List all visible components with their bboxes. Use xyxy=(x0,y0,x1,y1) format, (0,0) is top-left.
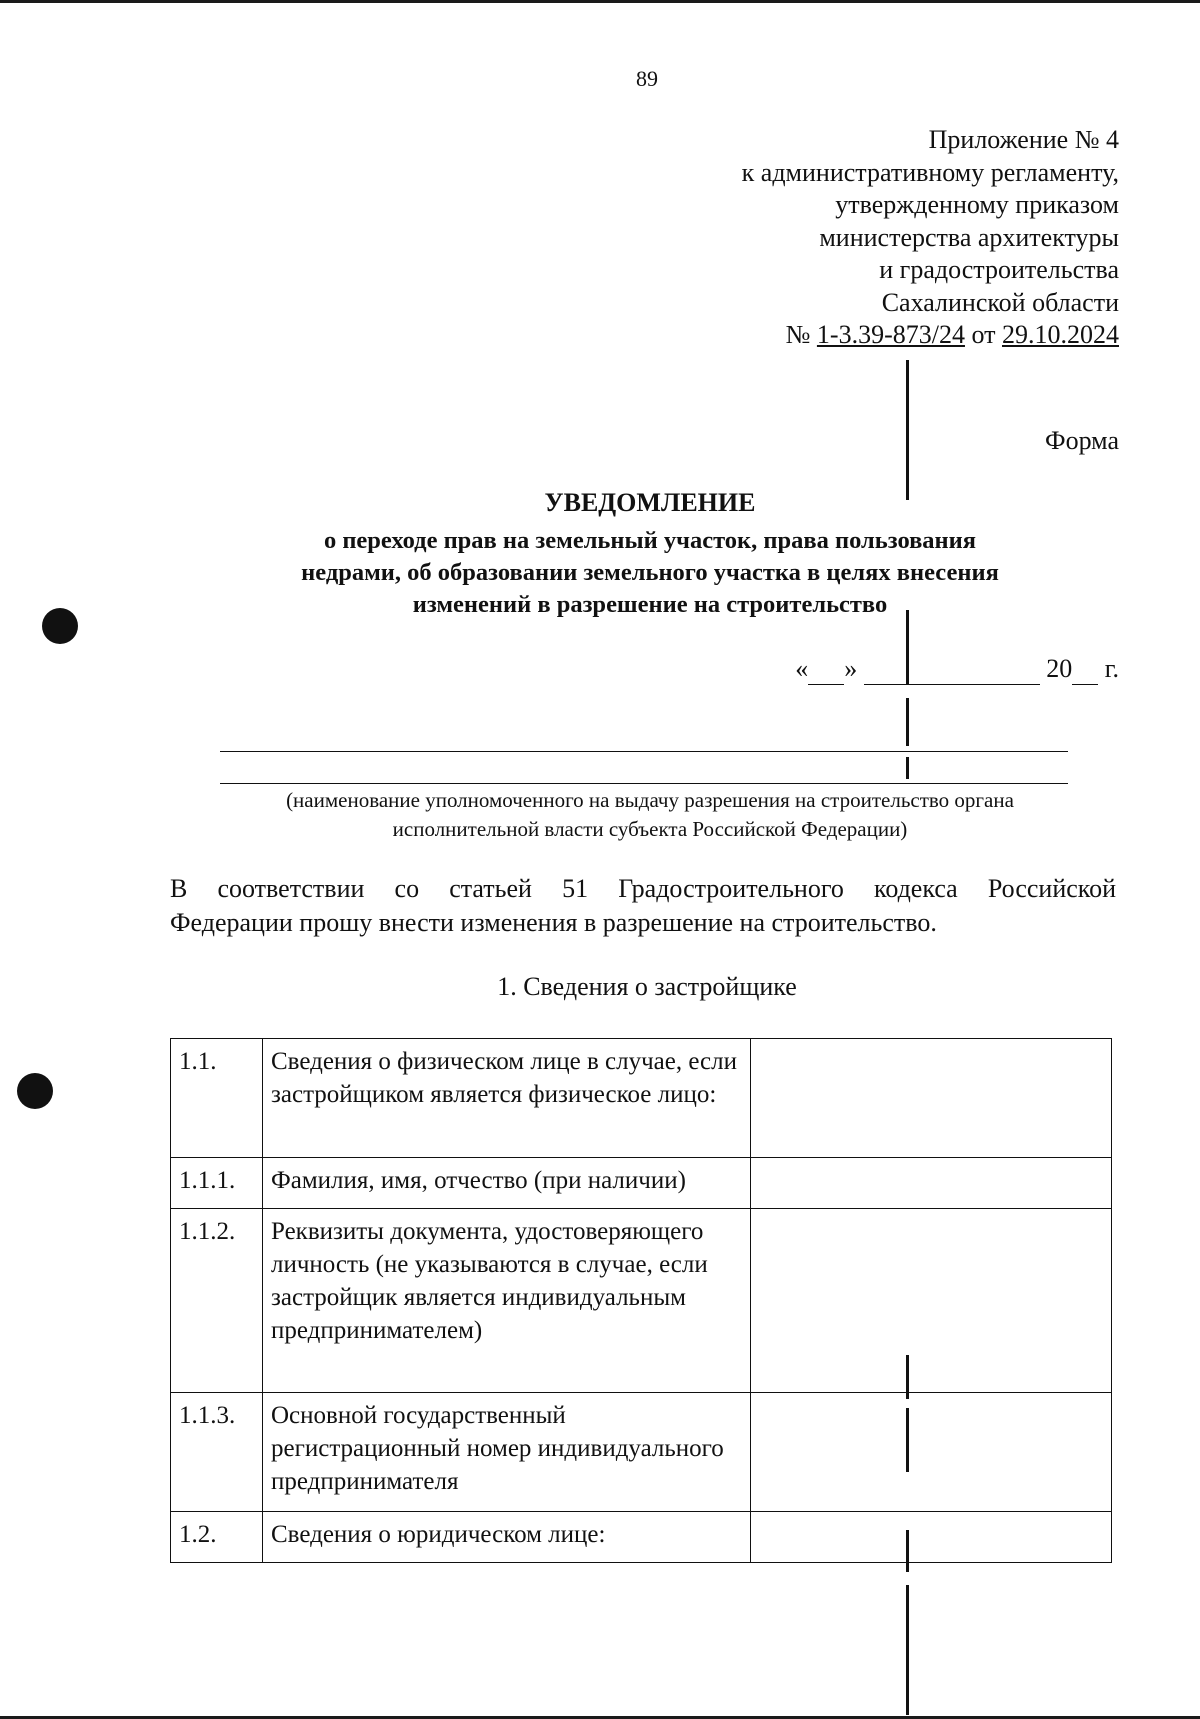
subtitle-line-3: изменений в разрешение на строительство xyxy=(412,591,888,618)
scan-streak-segment xyxy=(906,757,909,779)
table-row xyxy=(171,1158,1112,1209)
intro-line-2: Федерации прошу внести изменения в разрешение на строительство. xyxy=(170,908,937,937)
row-value-field[interactable] xyxy=(751,1039,1112,1158)
subtitle-line-2: недрами, об образовании земельного участка в целях внесения xyxy=(301,559,999,586)
scan-streak-segment xyxy=(906,1408,909,1472)
order-mid: от xyxy=(964,320,1002,349)
table-row xyxy=(171,1512,1112,1563)
intro-paragraph xyxy=(170,872,1116,940)
table-row xyxy=(171,1209,1112,1393)
appendix-line-1: Приложение № 4 xyxy=(928,125,1119,154)
row-number: 1.1. xyxy=(171,1039,263,1158)
row-description: Основной государственный регистрационный номер индивидуального предпринимателя xyxy=(263,1393,751,1512)
order-date: 29.10.2024 xyxy=(1002,320,1119,349)
row-description: Реквизиты документа, удостоверяющего личность (не указываются в случае, если застройщик является индивидуальным предпринимателем) xyxy=(263,1209,751,1393)
appendix-line-2: к административному регламенту, xyxy=(741,157,1119,187)
form-label: Форма xyxy=(1045,426,1119,455)
scan-streak-segment xyxy=(906,1585,909,1715)
appendix-order-line xyxy=(742,319,1119,352)
table-row xyxy=(171,1039,1112,1158)
developer-info-table xyxy=(170,1038,1112,1563)
section-title: 1. Сведения о застройщике xyxy=(497,972,797,1001)
document-subtitle xyxy=(200,525,1100,621)
date-close-quote: » xyxy=(844,654,858,683)
month-blank[interactable] xyxy=(864,654,1040,685)
row-number: 1.1.2. xyxy=(171,1209,263,1393)
year-suffix: г. xyxy=(1098,654,1119,683)
appendix-line-6: Сахалинской области xyxy=(881,287,1119,317)
appendix-header xyxy=(742,124,1119,352)
appendix-line-5: и градостроительства xyxy=(879,255,1119,284)
scan-streak-segment xyxy=(906,1530,909,1572)
row-number: 1.1.3. xyxy=(171,1393,263,1512)
year-blank[interactable] xyxy=(1072,654,1098,685)
punch-hole-mark xyxy=(42,608,78,644)
authority-caption-line-2: исполнительной власти субъекта Российской Федерации) xyxy=(392,817,908,841)
scan-edge-top xyxy=(0,0,1200,3)
table-row xyxy=(171,1393,1112,1512)
date-line xyxy=(795,654,1119,685)
punch-hole-mark xyxy=(17,1073,53,1109)
scan-streak-segment xyxy=(906,698,909,746)
row-value-field[interactable] xyxy=(751,1512,1112,1563)
scan-streak-segment xyxy=(906,1355,909,1399)
date-open-quote: « xyxy=(795,654,809,683)
row-number: 1.1.1. xyxy=(171,1158,263,1209)
order-prefix: № xyxy=(785,320,817,349)
row-value-field[interactable] xyxy=(751,1393,1112,1512)
row-value-field[interactable] xyxy=(751,1158,1112,1209)
document-title: УВЕДОМЛЕНИЕ xyxy=(544,488,756,517)
authority-blank-line-1[interactable] xyxy=(220,751,1068,752)
order-number: 1-3.39-873/24 xyxy=(816,320,965,349)
subtitle-line-1: о переходе прав на земельный участок, права пользования xyxy=(323,527,977,554)
authority-blank-line-2[interactable] xyxy=(220,783,1068,784)
page-number: 89 xyxy=(636,66,658,91)
scan-streak-segment xyxy=(906,610,909,685)
appendix-line-3: утвержденному приказом xyxy=(835,190,1119,219)
day-blank[interactable] xyxy=(808,654,844,685)
scan-streak-segment xyxy=(906,360,909,500)
intro-line-1: В соответствии со статьей 51 Градостроительного кодекса Российской xyxy=(170,874,1116,903)
year-prefix: 20 xyxy=(1046,654,1073,683)
row-number: 1.2. xyxy=(171,1512,263,1563)
row-description: Сведения о юридическом лице: xyxy=(263,1512,751,1563)
authority-caption xyxy=(200,786,1100,844)
row-description: Сведения о физическом лице в случае, если застройщиком является физическое лицо: xyxy=(263,1039,751,1158)
authority-caption-line-1: (наименование уполномоченного на выдачу разрешения на строительство органа xyxy=(286,788,1014,812)
row-description: Фамилия, имя, отчество (при наличии) xyxy=(263,1158,751,1209)
appendix-line-4: министерства архитектуры xyxy=(819,222,1119,252)
row-value-field[interactable] xyxy=(751,1209,1112,1393)
